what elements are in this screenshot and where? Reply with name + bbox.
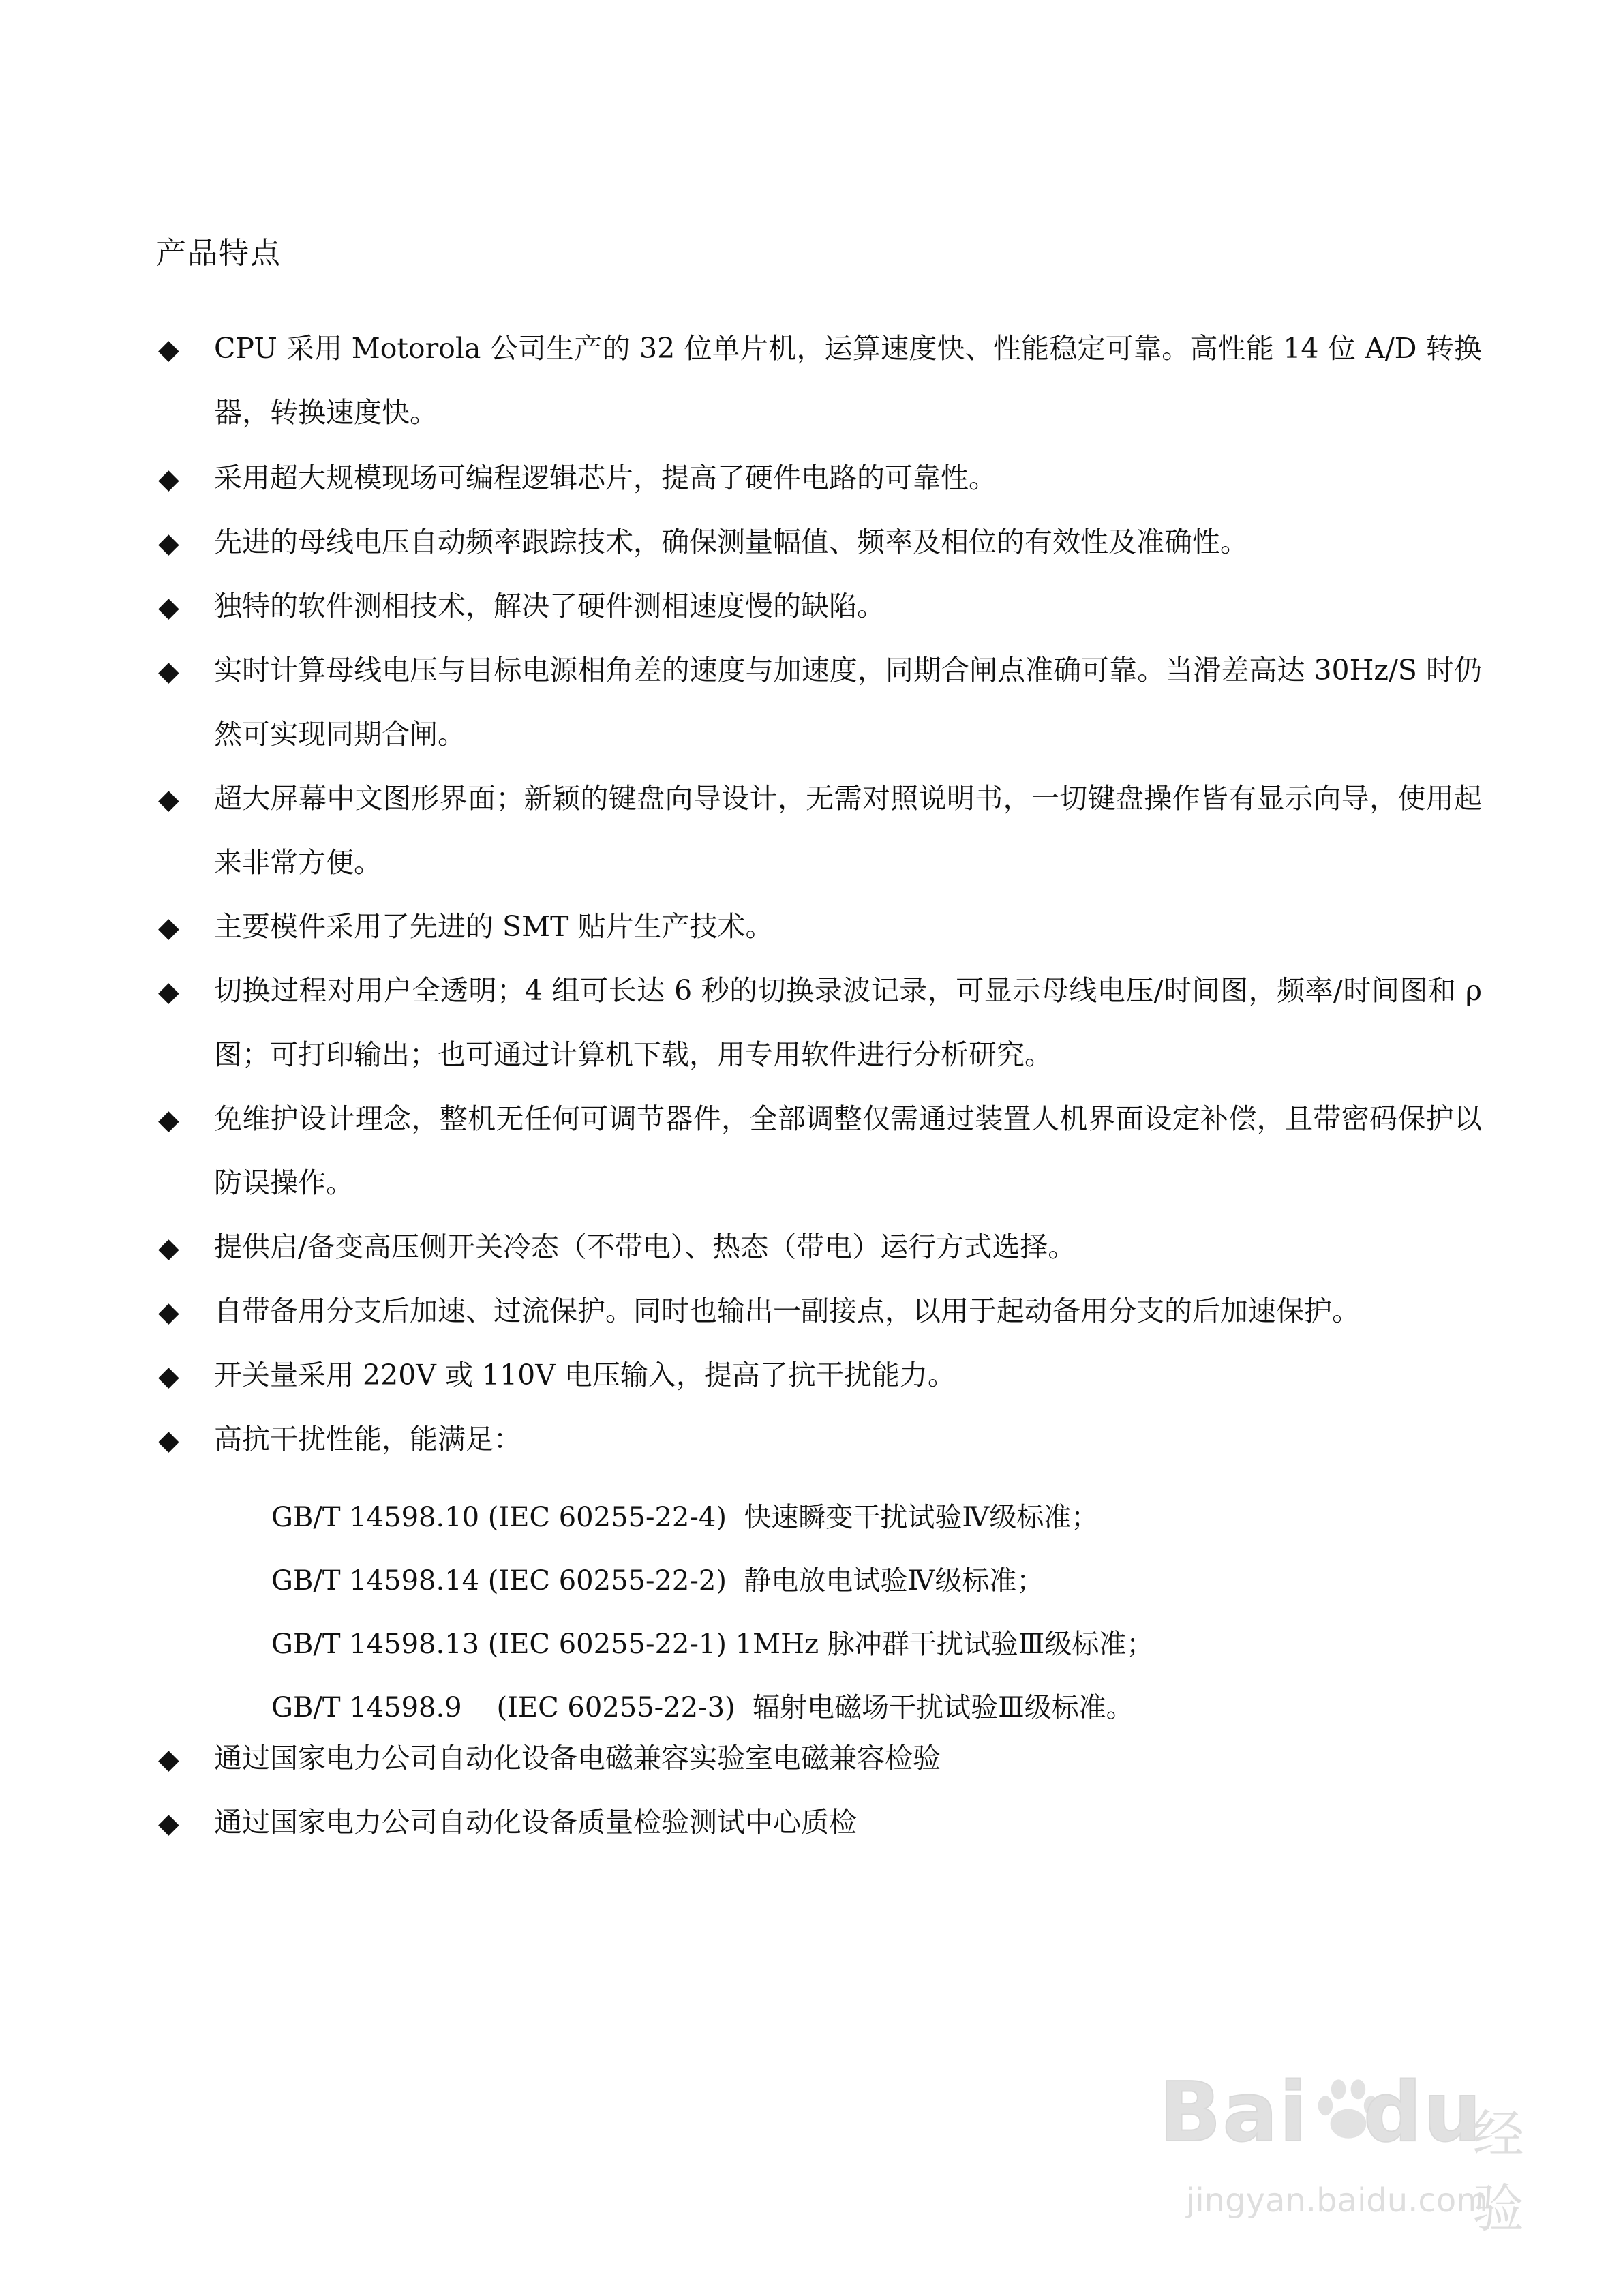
diamond-bullet-icon: ◆ bbox=[158, 464, 179, 495]
diamond-bullet-icon: ◆ bbox=[158, 1425, 179, 1456]
feature-text: 实时计算母线电压与目标电源相角差的速度与加速度，同期合闸点准确可靠。当滑差高达 30Hz/S 时仍然可实现同期合闸。 bbox=[214, 654, 1482, 751]
diamond-bullet-icon: ◆ bbox=[158, 656, 179, 687]
diamond-bullet-icon: ◆ bbox=[158, 912, 179, 943]
diamond-bullet-icon: ◆ bbox=[158, 592, 179, 623]
feature-text: 切换过程对用户全透明；4 组可长达 6 秒的切换录波记录，可显示母线电压/时间图，频率/时间图和 ρ 图；可打印输出；也可通过计算机下载，用专用软件进行分析研究。 bbox=[214, 974, 1482, 1071]
watermark-logo-right: du bbox=[1363, 2066, 1483, 2160]
feature-text: 提供启/备变高压侧开关冷态（不带电）、热态（带电）运行方式选择。 bbox=[214, 1230, 1076, 1263]
feature-text: 采用超大规模现场可编程逻辑芯片，提高了硬件电路的可靠性。 bbox=[214, 462, 997, 494]
feature-text: 主要模件采用了先进的 SMT 贴片生产技术。 bbox=[214, 910, 774, 943]
diamond-bullet-icon: ◆ bbox=[158, 1361, 179, 1392]
feature-text: 开关量采用 220V 或 110V 电压输入，提高了抗干扰能力。 bbox=[214, 1359, 956, 1391]
diamond-bullet-icon: ◆ bbox=[158, 334, 179, 365]
standard-line: GB/T 14598.14 (IEC 60255-22-2) 静电放电试验Ⅳ级标准； bbox=[271, 1565, 1044, 1597]
diamond-bullet-icon: ◆ bbox=[158, 976, 179, 1008]
feature-text: 通过国家电力公司自动化设备电磁兼容实验室电磁兼容检验 bbox=[214, 1742, 941, 1774]
standard-line: GB/T 14598.9 (IEC 60255-22-3) 辐射电磁场干扰试验Ⅲ级标准。 bbox=[271, 1692, 1134, 1723]
watermark-logo-left: Bai bbox=[1159, 2066, 1309, 2160]
standard-line: GB/T 14598.10 (IEC 60255-22-4) 快速瞬变干扰试验Ⅳ级标准； bbox=[271, 1502, 1099, 1533]
page-title: 产品特点 bbox=[156, 236, 282, 271]
watermark-url: jingyan.baidu.com bbox=[1186, 2181, 1488, 2220]
feature-text: 高抗干扰性能，能满足： bbox=[214, 1423, 521, 1455]
diamond-bullet-icon: ◆ bbox=[158, 784, 179, 815]
feature-text: 免维护设计理念，整机无任何可调节器件，全部调整仅需通过装置人机界面设定补偿，且带密码保护以防误操作。 bbox=[214, 1102, 1482, 1199]
feature-text: 独特的软件测相技术，解决了硬件测相速度慢的缺陷。 bbox=[214, 590, 885, 622]
feature-text: 通过国家电力公司自动化设备质量检验测试中心质检 bbox=[214, 1806, 857, 1839]
standards-list bbox=[271, 1486, 1153, 1740]
standard-line: GB/T 14598.13 (IEC 60255-22-1) 1MHz 脉冲群干扰试验Ⅲ级标准； bbox=[271, 1629, 1154, 1660]
diamond-bullet-icon: ◆ bbox=[158, 1297, 179, 1328]
watermark-cn: 经验 bbox=[1472, 2104, 1524, 2239]
diamond-bullet-icon: ◆ bbox=[158, 1233, 179, 1264]
baidu-jingyan-watermark bbox=[1159, 2066, 1541, 2239]
feature-text: CPU 采用 Motorola 公司生产的 32 位单片机，运算速度快、性能稳定可靠。高性能 14 位 A/D 转换器，转换速度快。 bbox=[214, 332, 1482, 429]
diamond-bullet-icon: ◆ bbox=[158, 1808, 179, 1839]
feature-text: 超大屏幕中文图形界面；新颖的键盘向导设计，无需对照说明书，一切键盘操作皆有显示向导，使用起来非常方便。 bbox=[214, 782, 1482, 879]
feature-text: 先进的母线电压自动频率跟踪技术，确保测量幅值、频率及相位的有效性及准确性。 bbox=[214, 526, 1248, 558]
diamond-bullet-icon: ◆ bbox=[158, 1104, 179, 1136]
diamond-bullet-icon: ◆ bbox=[158, 1744, 179, 1775]
feature-text: 自带备用分支后加速、过流保护。同时也输出一副接点，以用于起动备用分支的后加速保护。 bbox=[214, 1295, 1360, 1327]
diamond-bullet-icon: ◆ bbox=[158, 528, 179, 559]
